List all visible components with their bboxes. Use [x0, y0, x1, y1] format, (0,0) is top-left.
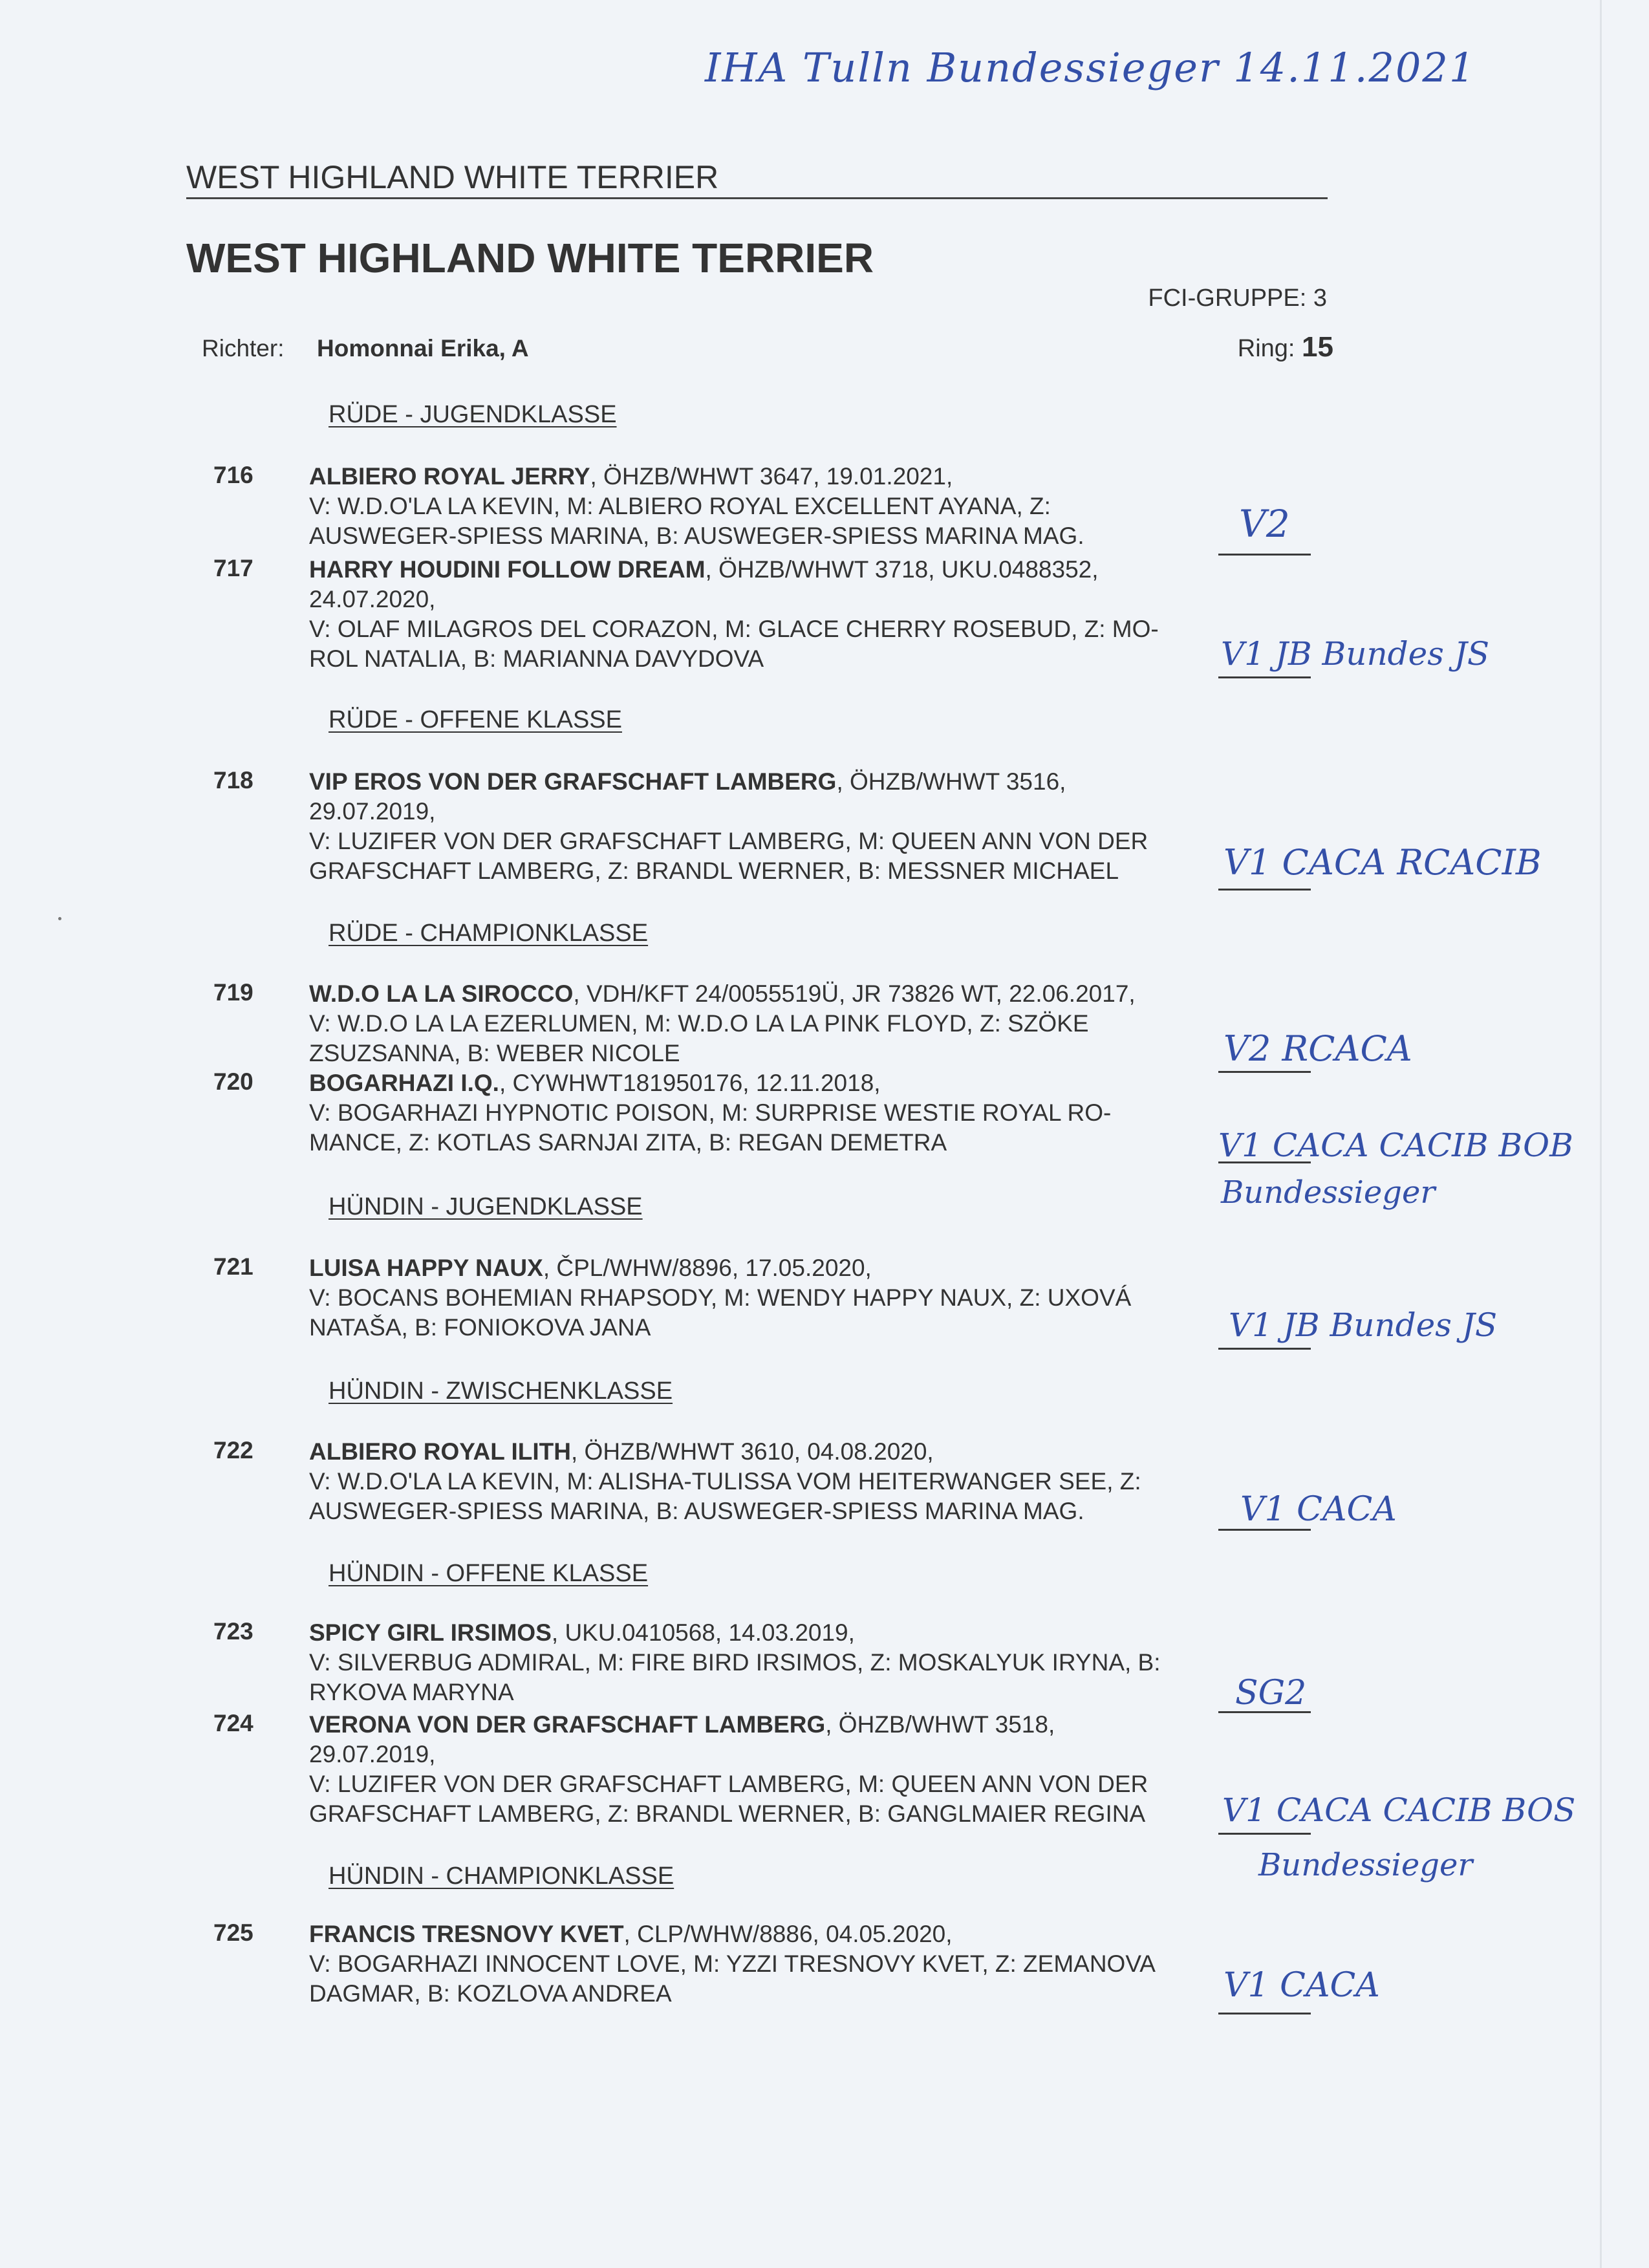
judge-label: Richter: — [202, 335, 285, 362]
judge-name: Homonnai Erika, A — [317, 335, 529, 362]
entry-text — [309, 1068, 1200, 1158]
dog-name: SPICY GIRL IRSIMOS — [309, 1619, 552, 1646]
entry-line: V: W.D.O'LA LA KEVIN, M: ALISHA-TULISSA VOM HEITERWANGER SEE, Z: — [309, 1468, 1141, 1495]
entry-line: VIP EROS VON DER GRAFSCHAFT LAMBERG, ÖHZB/WHWT 3516, — [309, 768, 1066, 795]
fci-group: FCI-GRUPPE: 3 — [1148, 285, 1327, 312]
entry-text — [309, 1919, 1200, 2009]
entry-line: AUSWEGER-SPIESS MARINA, B: AUSWEGER-SPIESS MARINA MAG. — [309, 523, 1084, 549]
entry-line: V: BOGARHAZI INNOCENT LOVE, M: YZZI TRESNOVY KVET, Z: ZEMANOVA — [309, 1950, 1156, 1977]
result-underline — [1218, 554, 1311, 556]
entry-text — [309, 1437, 1200, 1526]
entry-line: AUSWEGER-SPIESS MARINA, B: AUSWEGER-SPIESS MARINA MAG. — [309, 1498, 1084, 1524]
class-heading: RÜDE - CHAMPIONKLASSE — [329, 920, 649, 947]
dog-name: VERONA VON DER GRAFSCHAFT LAMBERG — [309, 1711, 826, 1738]
entry-text — [309, 979, 1200, 1068]
entry-line: 29.07.2019, — [309, 1741, 436, 1767]
dog-name: LUISA HAPPY NAUX — [309, 1255, 543, 1281]
result-underline — [1218, 1348, 1311, 1350]
ring-info — [1238, 331, 1333, 363]
entry-line: V: W.D.O'LA LA KEVIN, M: ALBIERO ROYAL EXCELLENT AYANA, Z: — [309, 493, 1051, 519]
entry-line: NATAŠA, B: FONIOKOVA JANA — [309, 1314, 651, 1341]
entry-number: 719 — [213, 979, 253, 1006]
entry-number: 724 — [213, 1710, 253, 1736]
handwritten-result: V1 CACA CACIB BOS — [1222, 1791, 1576, 1829]
entry-line: LUISA HAPPY NAUX, ČPL/WHW/8896, 17.05.2020, — [309, 1255, 872, 1281]
entry-number: 716 — [213, 462, 253, 488]
dog-name: VIP EROS VON DER GRAFSCHAFT LAMBERG — [309, 768, 837, 795]
entry-line: DAGMAR, B: KOZLOVA ANDREA — [309, 1980, 672, 2007]
result-underline — [1218, 889, 1311, 891]
entry-line: BOGARHAZI I.Q., CYWHWT181950176, 12.11.2018, — [309, 1070, 881, 1096]
entry-number: 725 — [213, 1919, 253, 1946]
entry-number: 718 — [213, 767, 253, 794]
result-underline — [1218, 1529, 1311, 1531]
entry-number: 717 — [213, 555, 253, 581]
scan-edge — [1600, 0, 1602, 2268]
breed-title: WEST HIGHLAND WHITE TERRIER — [186, 235, 874, 281]
entry-text — [309, 767, 1200, 886]
dog-name: W.D.O LA LA SIROCCO — [309, 980, 574, 1007]
class-heading: RÜDE - JUGENDKLASSE — [329, 401, 617, 428]
entry-line: V: BOCANS BOHEMIAN RHAPSODY, M: WENDY HAPPY NAUX, Z: UXOVÁ — [309, 1284, 1132, 1311]
scan-speck — [58, 917, 61, 920]
ring-label: Ring: — [1237, 335, 1295, 362]
entry-number: 720 — [213, 1068, 253, 1095]
handwritten-header: IHA Tulln Bundessieger 14.11.2021 — [705, 44, 1476, 91]
handwritten-result: V1 CACA CACIB BOB — [1218, 1127, 1573, 1164]
handwritten-result: V1 JB Bundes JS — [1229, 1306, 1498, 1344]
entry-line: V: OLAF MILAGROS DEL CORAZON, M: GLACE CHERRY ROSEBUD, Z: MO- — [309, 616, 1159, 642]
entry-line: MANCE, Z: KOTLAS SARNJAI ZITA, B: REGAN DEMETRA — [309, 1129, 947, 1156]
entry-line: 24.07.2020, — [309, 586, 436, 612]
entry-line: V: SILVERBUG ADMIRAL, M: FIRE BIRD IRSIMOS, Z: MOSKALYUK IRYNA, B: — [309, 1649, 1161, 1676]
class-heading: HÜNDIN - CHAMPIONKLASSE — [329, 1863, 674, 1890]
handwritten-result: V2 RCACA — [1223, 1028, 1412, 1069]
class-heading: HÜNDIN - OFFENE KLASSE — [329, 1560, 649, 1587]
entry-line: GRAFSCHAFT LAMBERG, Z: BRANDL WERNER, B: GANGLMAIER REGINA — [309, 1800, 1146, 1827]
entry-line: V: W.D.O LA LA EZERLUMEN, M: W.D.O LA LA PINK FLOYD, Z: SZÖKE — [309, 1010, 1089, 1037]
entry-text — [309, 1253, 1200, 1343]
entry-line: FRANCIS TRESNOVY KVET, CLP/WHW/8886, 04.05.2020, — [309, 1921, 953, 1947]
entry-line: ALBIERO ROYAL ILITH, ÖHZB/WHWT 3610, 04.08.2020, — [309, 1438, 934, 1465]
result-underline — [1218, 1833, 1311, 1835]
entry-line: HARRY HOUDINI FOLLOW DREAM, ÖHZB/WHWT 3718, UKU.0488352, — [309, 556, 1099, 583]
entry-line: ROL NATALIA, B: MARIANNA DAVYDOVA — [309, 645, 764, 672]
entry-line: V: BOGARHAZI HYPNOTIC POISON, M: SURPRISE WESTIE ROYAL RO- — [309, 1099, 1112, 1126]
class-heading: HÜNDIN - JUGENDKLASSE — [329, 1193, 643, 1220]
handwritten-result: SG2 — [1235, 1674, 1307, 1712]
entry-line: SPICY GIRL IRSIMOS, UKU.0410568, 14.03.2019, — [309, 1619, 855, 1646]
entry-line: 29.07.2019, — [309, 798, 436, 825]
entry-text — [309, 555, 1200, 674]
handwritten-result: V1 CACA RCACIB — [1223, 842, 1542, 883]
entry-number: 722 — [213, 1437, 253, 1463]
handwritten-result: V1 CACA — [1240, 1490, 1397, 1529]
entry-number: 721 — [213, 1253, 253, 1280]
dog-name: FRANCIS TRESNOVY KVET — [309, 1921, 624, 1947]
entry-line: RYKOVA MARYNA — [309, 1679, 514, 1705]
result-underline — [1218, 2013, 1311, 2014]
entry-text — [309, 1710, 1200, 1829]
entry-line: W.D.O LA LA SIROCCO, VDH/KFT 24/0055519Ü, JR 73826 WT, 22.06.2017, — [309, 980, 1136, 1007]
entry-line: V: LUZIFER VON DER GRAFSCHAFT LAMBERG, M: QUEEN ANN VON DER — [309, 1771, 1148, 1797]
result-underline — [1218, 1071, 1311, 1073]
header-rule — [186, 197, 1328, 199]
entry-line: V: LUZIFER VON DER GRAFSCHAFT LAMBERG, M: QUEEN ANN VON DER — [309, 828, 1148, 854]
entry-text — [309, 462, 1200, 551]
entry-line: ZSUZSANNA, B: WEBER NICOLE — [309, 1040, 680, 1066]
class-heading: RÜDE - OFFENE KLASSE — [329, 706, 622, 733]
entry-number: 723 — [213, 1618, 253, 1645]
handwritten-result: V1 JB Bundes JS — [1221, 635, 1490, 673]
entry-line: GRAFSCHAFT LAMBERG, Z: BRANDL WERNER, B: MESSNER MICHAEL — [309, 858, 1119, 884]
entry-text — [309, 1618, 1200, 1707]
handwritten-result: V2 — [1239, 502, 1290, 546]
class-heading: HÜNDIN - ZWISCHENKLASSE — [329, 1377, 673, 1405]
handwritten-result: V1 CACA — [1223, 1966, 1380, 2005]
dog-name: ALBIERO ROYAL ILITH — [309, 1438, 571, 1465]
entry-line: ALBIERO ROYAL JERRY, ÖHZB/WHWT 3647, 19.01.2021, — [309, 463, 953, 490]
result-underline — [1218, 676, 1311, 678]
breed-header: WEST HIGHLAND WHITE TERRIER — [186, 159, 719, 195]
dog-name: HARRY HOUDINI FOLLOW DREAM — [309, 556, 706, 583]
ring-number: 15 — [1302, 331, 1333, 363]
handwritten-result: Bundessieger — [1221, 1174, 1436, 1211]
handwritten-result: Bundessieger — [1258, 1847, 1473, 1883]
dog-name: BOGARHAZI I.Q. — [309, 1070, 499, 1096]
dog-name: ALBIERO ROYAL JERRY — [309, 463, 590, 490]
entry-line: VERONA VON DER GRAFSCHAFT LAMBERG, ÖHZB/WHWT 3518, — [309, 1711, 1055, 1738]
